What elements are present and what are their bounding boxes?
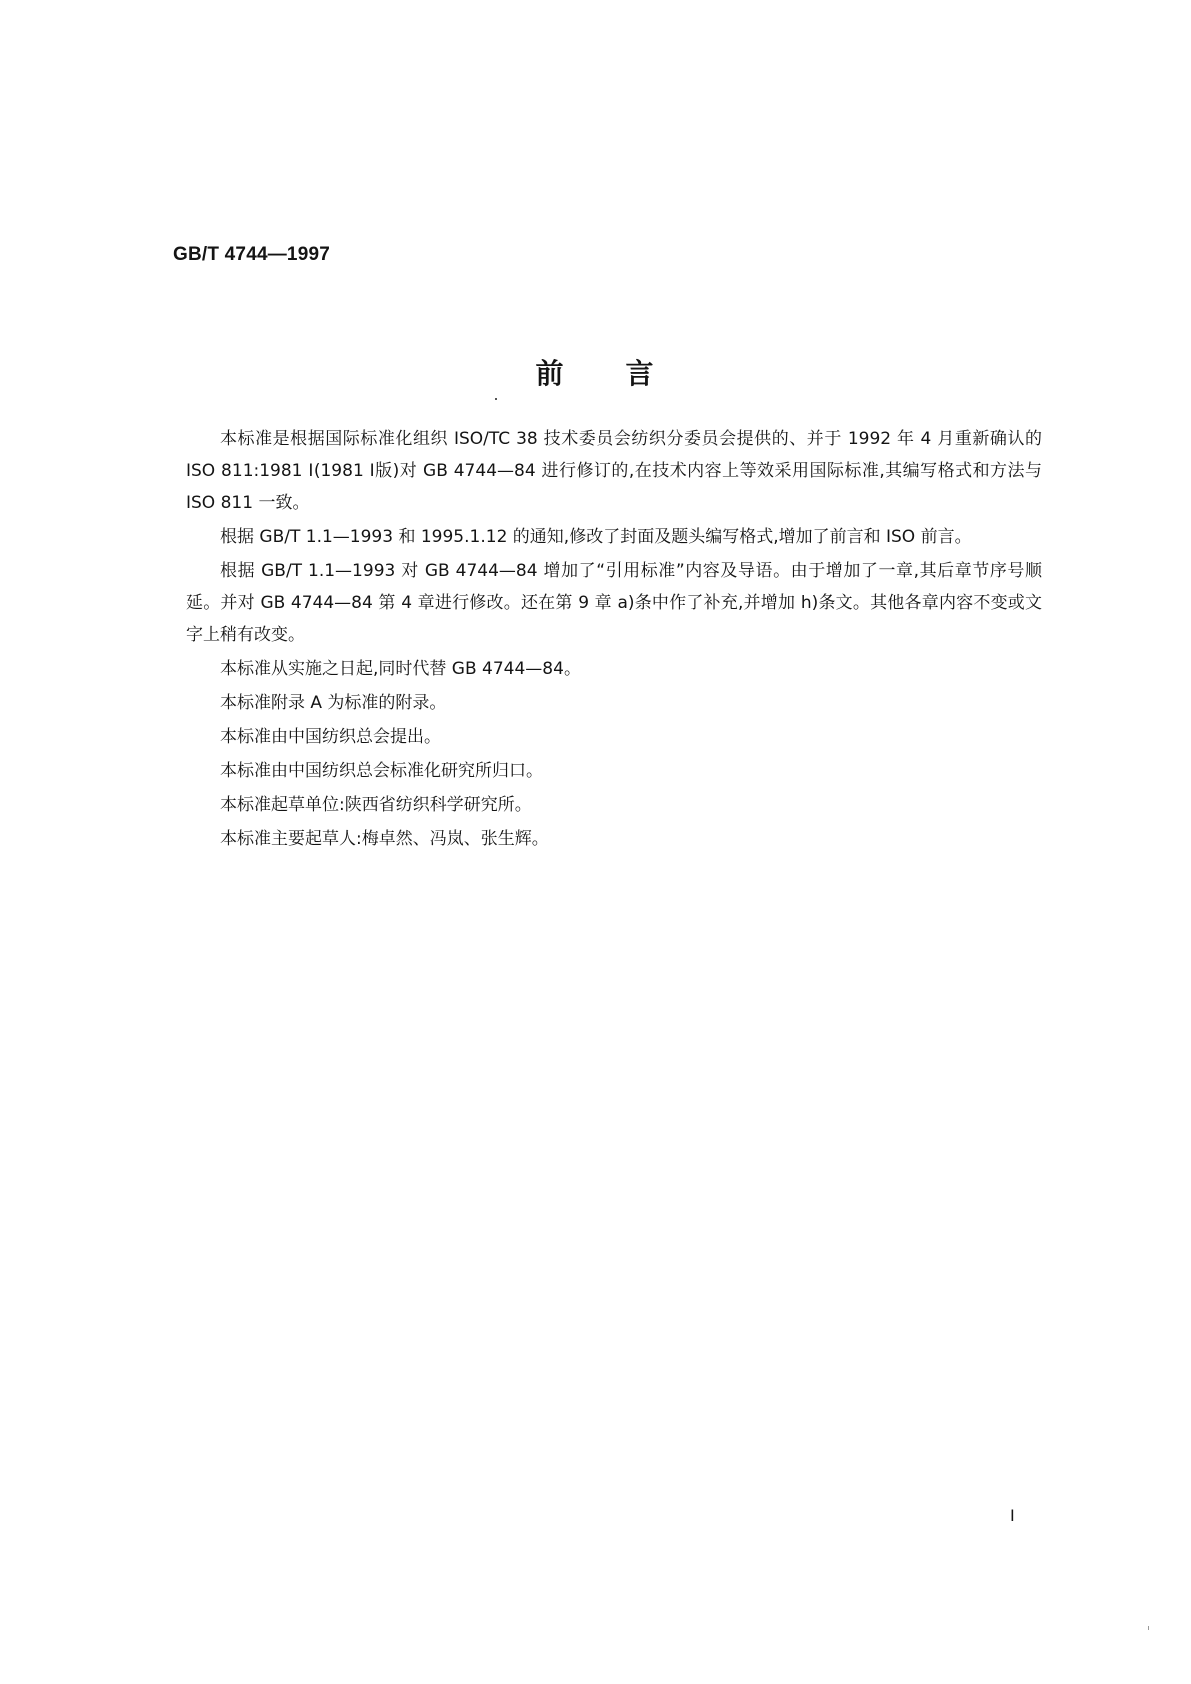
paragraph-9: 本标准主要起草人:梅卓然、冯岚、张生辉。 (220, 829, 549, 849)
title-part-2: 言 (625, 357, 656, 390)
paragraph-1: 本标准是根据国际标准化组织 ISO/TC 38 技术委员会纺织分委员会提供的、并于 1992 年 4 月重新确认的 ISO 811:1981 Ⅰ(1981 Ⅰ版)对 GB 4744—84 进行修订的,在技术内容上等效采用国际标准,其编写格式和方法与 ISO 811 一致。 (186, 429, 1042, 513)
paragraph-6: 本标准由中国纺织总会提出。 (220, 727, 441, 747)
paragraph-8: 本标准起草单位:陕西省纺织科学研究所。 (220, 795, 532, 815)
standard-code: GB/T 4744—1997 (173, 244, 330, 265)
foreword-body (186, 423, 1042, 857)
paragraph-7: 本标准由中国纺织总会标准化研究所归口。 (220, 761, 543, 781)
paragraph-3: 根据 GB/T 1.1—1993 对 GB 4744—84 增加了“引用标准”内容及导语。由于增加了一章,其后章节序号顺延。并对 GB 4744—84 第 4 章进行修改。还在第 9 章 a)条中作了补充,并增加 h)条文。其他各章内容不变或文字上稍有改变。 (186, 561, 1042, 645)
paragraph-2: 根据 GB/T 1.1—1993 和 1995.1.12 的通知,修改了封面及题头编写格式,增加了前言和 ISO 前言。 (220, 527, 972, 547)
paragraph-4: 本标准从实施之日起,同时代替 GB 4744—84。 (220, 659, 581, 679)
page-number: Ⅰ (1010, 1508, 1015, 1525)
page-title (0, 352, 1191, 392)
paragraph-5: 本标准附录 A 为标准的附录。 (220, 693, 447, 713)
scan-speck (1148, 1626, 1149, 1630)
scan-speck (495, 398, 497, 400)
title-part-1: 前 (535, 357, 566, 390)
